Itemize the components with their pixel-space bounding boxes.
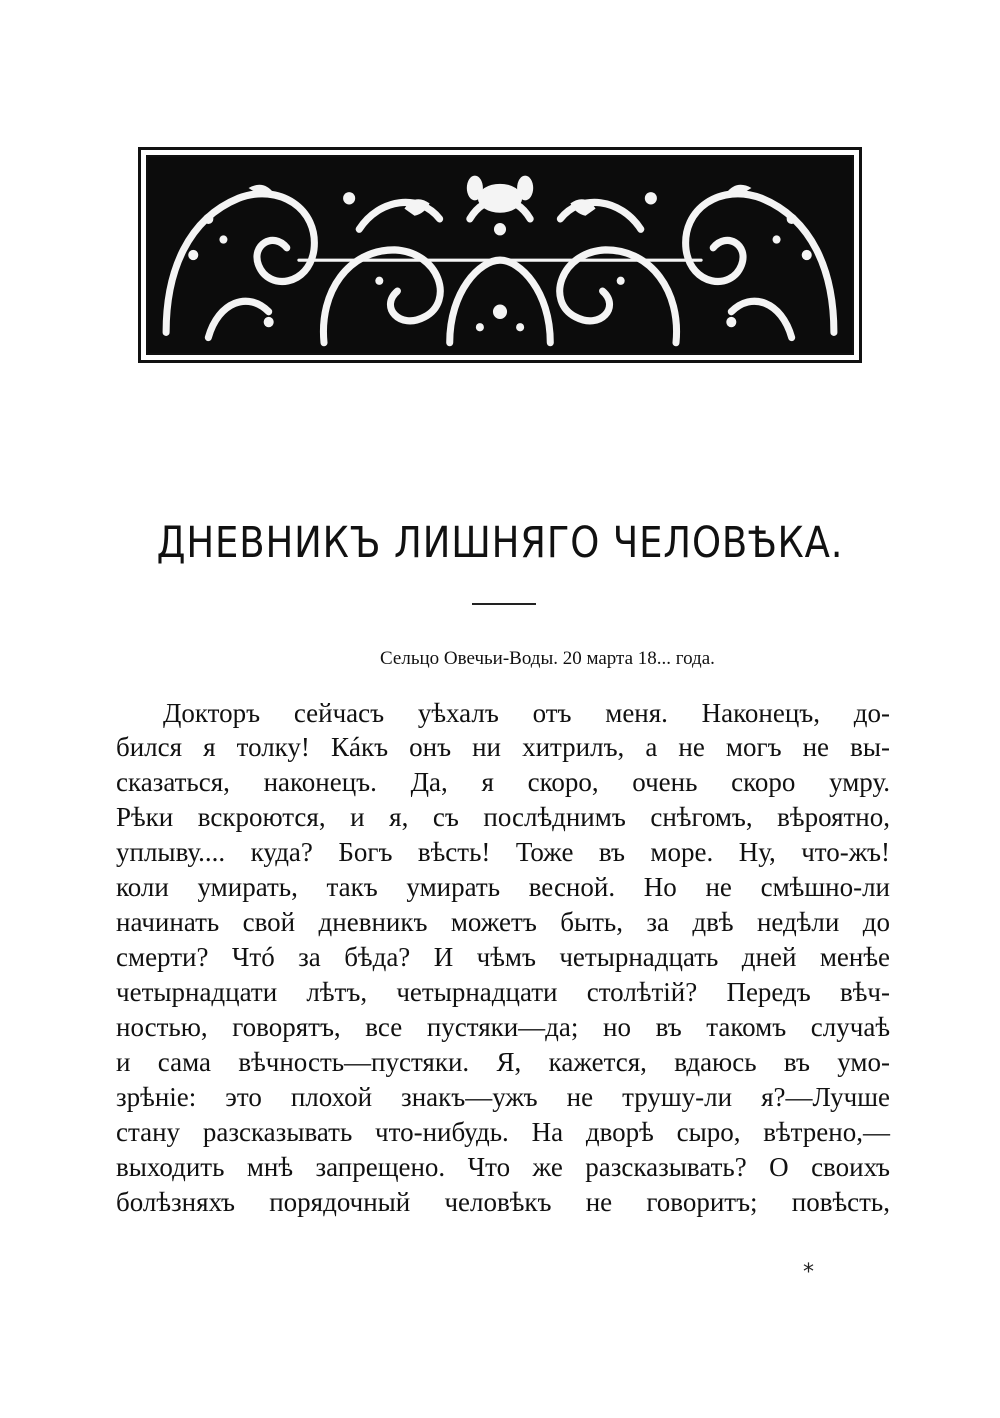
body-line: коли умирать, такъ умирать весной. Но не смѣшно-ли [116, 872, 890, 902]
body-line: уплыву.... куда? Богъ вѣсть! Тоже въ море. Ну, что-жъ! [116, 837, 890, 867]
body-line: стану разсказывать что-нибудь. На дворѣ сыро, вѣтрено,— [116, 1117, 890, 1147]
body-line: четырнадцати лѣтъ, четырнадцати столѣтій? Передъ вѣч- [116, 977, 890, 1007]
body-line: начинать свой дневникъ можетъ быть, за двѣ недѣли до [116, 907, 890, 937]
body-line: сказаться, наконецъ. Да, я скоро, очень скоро умру. [116, 767, 890, 797]
title-rule-divider [472, 603, 536, 605]
dateline: Сельцо Овечьи-Воды. 20 марта 18... года. [380, 648, 715, 669]
body-line: выходить мнѣ запрещено. Что же разсказывать? О своихъ [116, 1152, 890, 1182]
page-title: ДНЕВНИКЪ ЛИШНЯГО ЧЕЛОВѢКА. [156, 518, 844, 568]
body-line: болѣзняхъ порядочный человѣкъ не говоритъ; повѣсть, [116, 1187, 890, 1217]
body-line: и сама вѣчность—пустяки. Я, кажется, вдаюсь въ умо- [116, 1047, 890, 1077]
body-line: ностью, говорятъ, все пустяки—да; но въ такомъ случаѣ [116, 1012, 890, 1042]
body-line: зрѣніе: это плохой знакъ—ужъ не трушу-ли я?—Лучше [116, 1082, 890, 1112]
ornamental-headpiece-icon [138, 147, 862, 363]
body-line: бился я толку! Кáкъ онъ ни хитрилъ, а не могъ не вы- [116, 732, 890, 762]
body-line: Докторъ сейчасъ уѣхалъ отъ меня. Наконецъ, до- [163, 698, 890, 728]
body-line: Рѣки вскроются, и я, съ послѣднимъ снѣгомъ, вѣроятно, [116, 802, 890, 832]
body-line: смерти? Чтó за бѣда? И чѣмъ четырнадцать дней менѣе [116, 942, 890, 972]
signature-mark: * [803, 1260, 814, 1285]
